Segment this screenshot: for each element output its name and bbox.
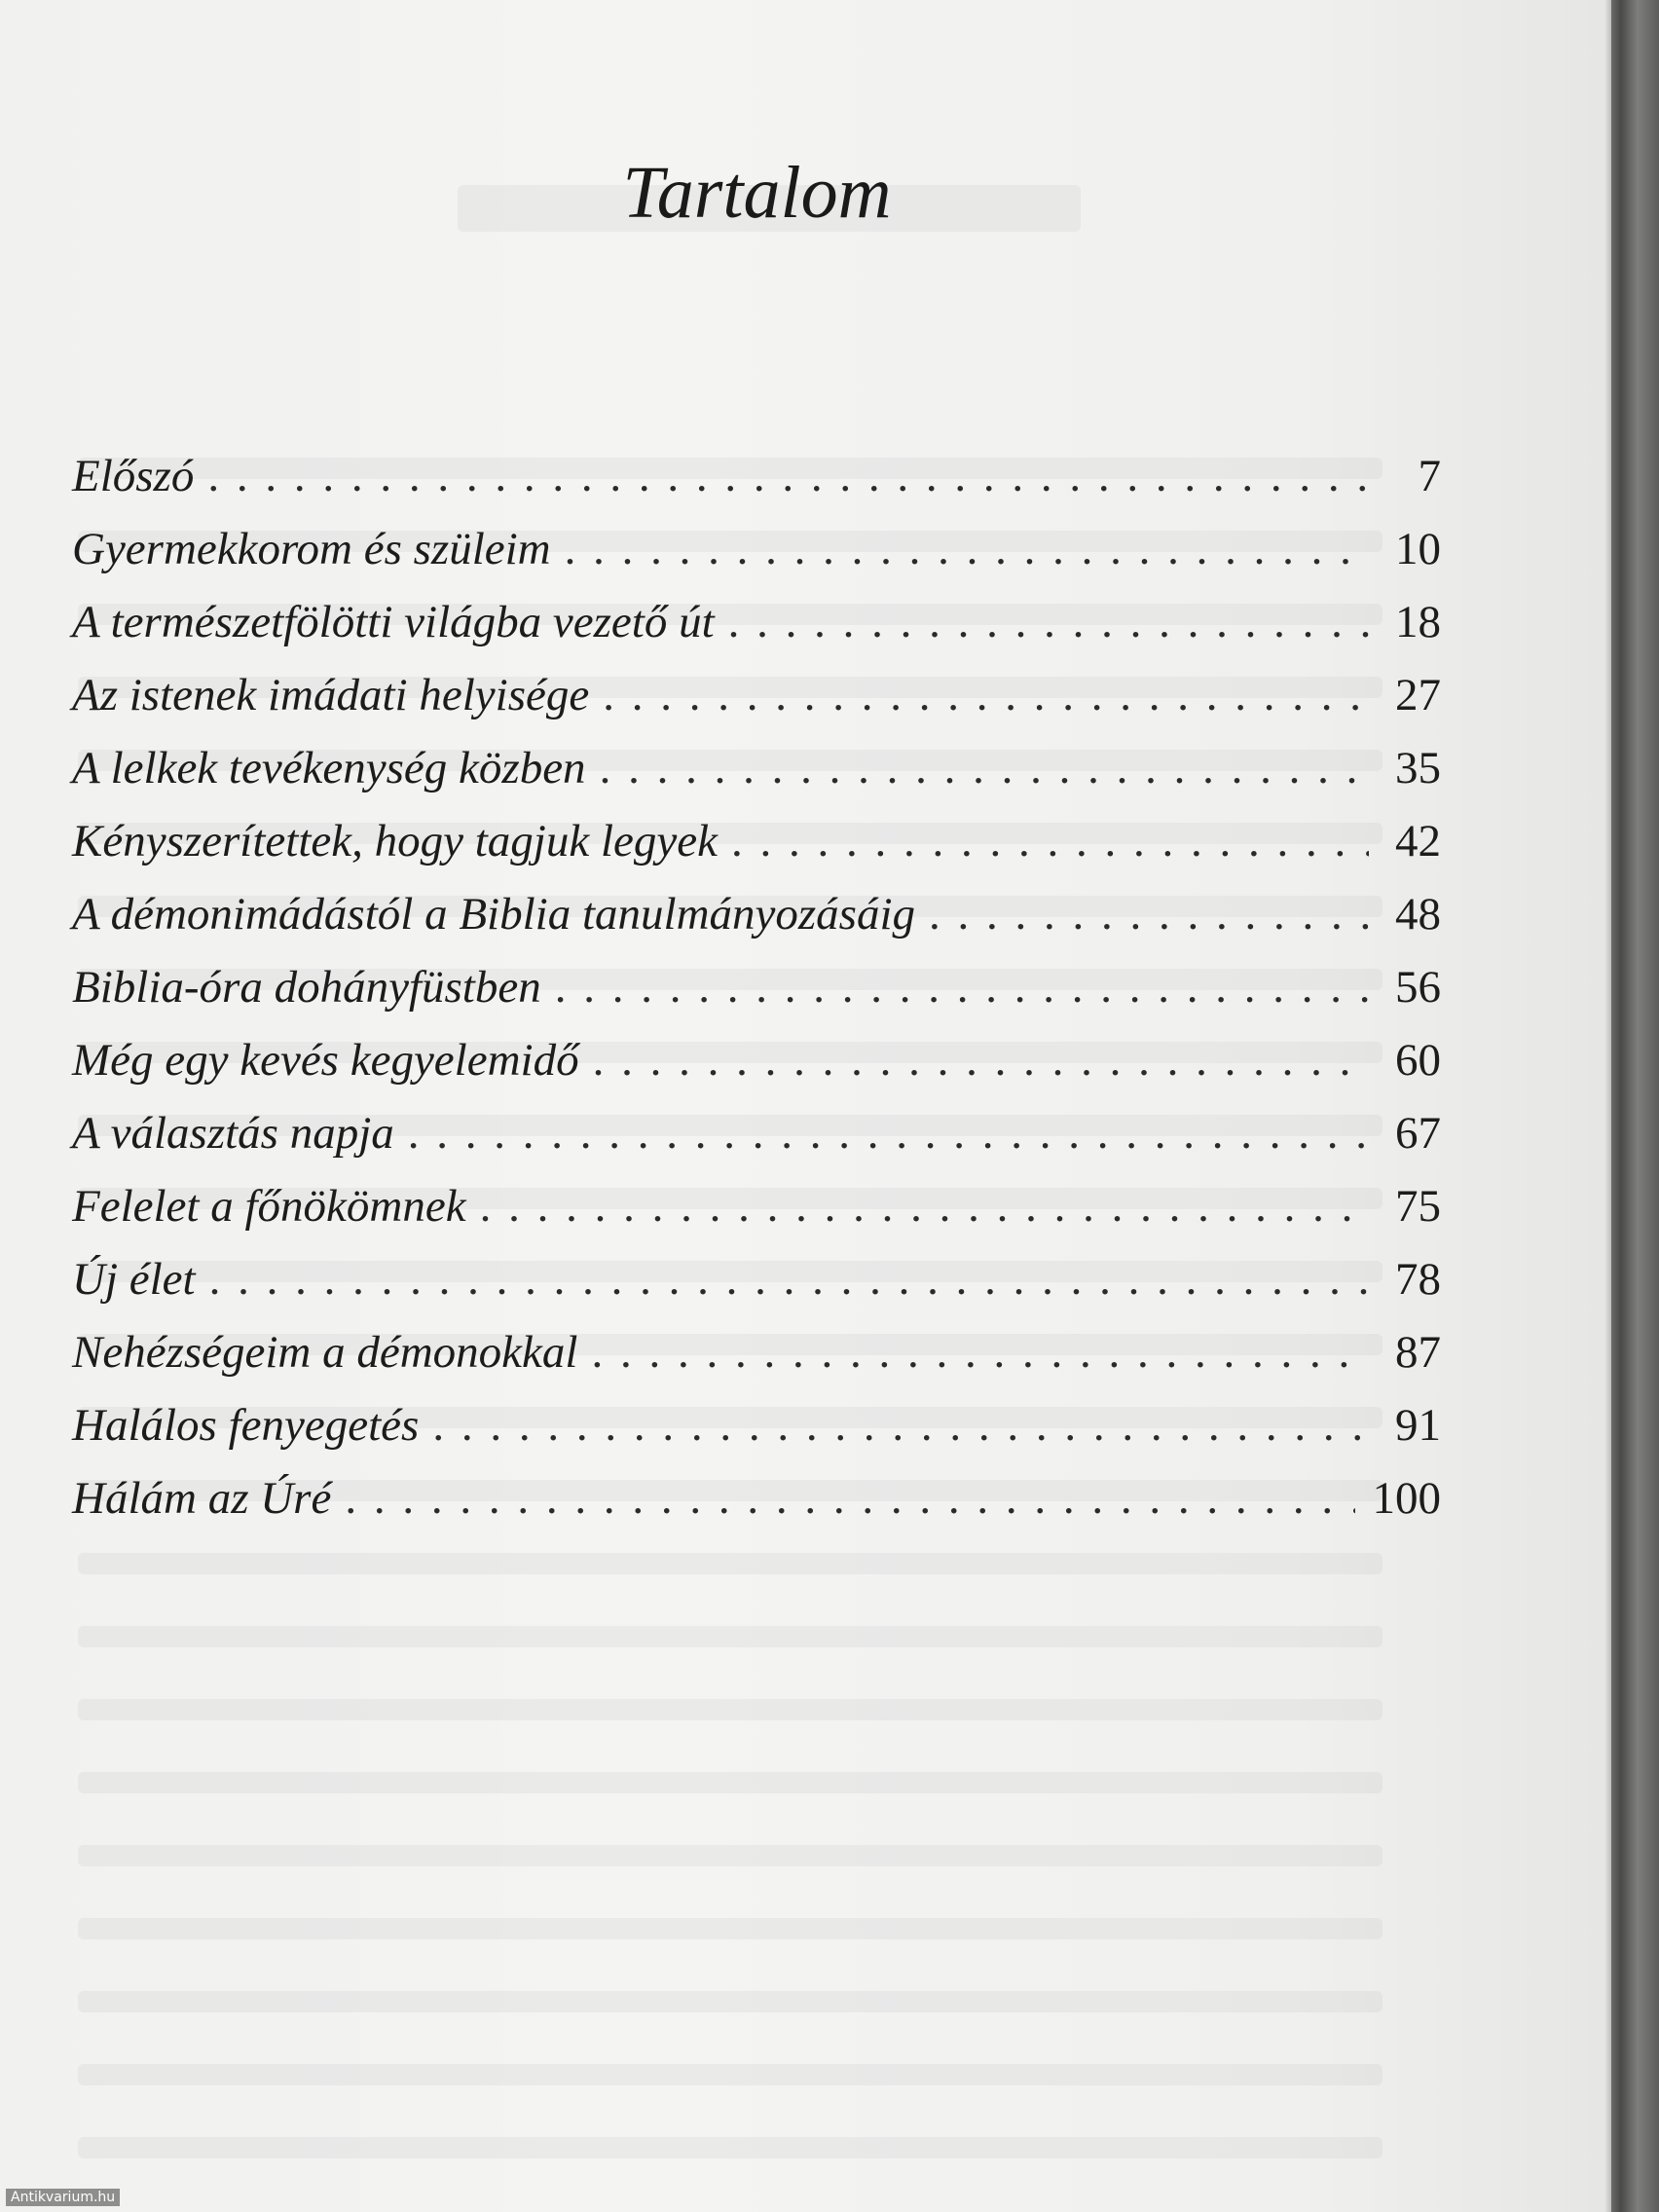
toc-page-number: 10 (1395, 524, 1441, 574)
toc-page-number: 67 (1395, 1108, 1441, 1159)
toc-entry (72, 1399, 1441, 1472)
toc-entry-title: Előszó (72, 451, 195, 501)
toc-entry (72, 669, 1441, 742)
toc-dot-leader (408, 1107, 1369, 1160)
toc-page-number: 60 (1395, 1035, 1441, 1086)
toc-entry-title: Halálos fenyegetés (72, 1400, 420, 1451)
toc-page-number: 48 (1395, 889, 1441, 940)
toc-entry (72, 742, 1441, 815)
toc-entry-title: A természetfölötti világba vezető út (72, 597, 715, 647)
toc-page-number: 75 (1395, 1181, 1441, 1232)
toc-entry (72, 450, 1441, 523)
toc-page-number: 91 (1395, 1400, 1441, 1451)
toc-dot-leader (731, 815, 1369, 867)
toc-dot-leader (600, 742, 1369, 794)
toc-entry-title: A választás napja (72, 1108, 394, 1159)
toc-entry-title: A lelkek tevékenység közben (72, 743, 586, 793)
toc-entry-title: Még egy kevés kegyelemidő (72, 1035, 579, 1086)
toc-entry-title: Az istenek imádati helyisége (72, 670, 590, 720)
toc-page-number: 35 (1395, 743, 1441, 793)
toc-page-number: 7 (1418, 451, 1441, 501)
toc-page-number: 27 (1395, 670, 1441, 720)
toc-dot-leader (345, 1472, 1354, 1525)
toc-page-number: 56 (1395, 962, 1441, 1013)
toc-entry-title: Új élet (72, 1254, 196, 1305)
watermark: Antikvarium.hu (6, 2189, 120, 2206)
toc-dot-leader (555, 961, 1369, 1014)
page-title: Tartalom (622, 152, 892, 234)
toc-dot-leader (593, 1034, 1369, 1087)
toc-page-number: 100 (1372, 1473, 1441, 1524)
toc-entry-title: Felelet a főnökömnek (72, 1181, 466, 1232)
toc-entry (72, 1472, 1441, 1545)
toc-entry (72, 1034, 1441, 1107)
toc-dot-leader (591, 1326, 1369, 1379)
toc-page-number: 87 (1395, 1327, 1441, 1378)
toc-entry (72, 596, 1441, 669)
toc-dot-leader (728, 596, 1369, 648)
toc-entry (72, 961, 1441, 1034)
toc-page-number: 78 (1395, 1254, 1441, 1305)
toc-dot-leader (480, 1180, 1369, 1233)
toc-page-number: 18 (1395, 597, 1441, 647)
toc-dot-leader (209, 1253, 1369, 1306)
toc-entry (72, 523, 1441, 596)
toc-entry-title: Biblia-óra dohányfüstben (72, 962, 541, 1013)
toc-dot-leader (432, 1399, 1369, 1452)
toc-page-number: 42 (1395, 816, 1441, 866)
toc-dot-leader (207, 450, 1369, 502)
toc-entry (72, 888, 1441, 961)
toc-entry (72, 1180, 1441, 1253)
toc-dot-leader (929, 888, 1369, 940)
toc-entry (72, 815, 1441, 888)
toc-entry-title: Hálám az Úré (72, 1473, 332, 1524)
toc-entry-title: Nehézségeim a démonokkal (72, 1327, 578, 1378)
toc-dot-leader (603, 669, 1369, 721)
toc-entry (72, 1107, 1441, 1180)
table-of-contents (72, 450, 1441, 1545)
toc-entry-title: Gyermekkorom és szüleim (72, 524, 551, 574)
toc-entry-title: A démonimádástól a Biblia tanulmányozásáig (72, 889, 916, 940)
toc-dot-leader (565, 523, 1369, 575)
toc-entry (72, 1326, 1441, 1399)
book-spine (1611, 0, 1659, 2212)
toc-entry (72, 1253, 1441, 1326)
toc-entry-title: Kényszerítettek, hogy tagjuk legyek (72, 816, 718, 866)
